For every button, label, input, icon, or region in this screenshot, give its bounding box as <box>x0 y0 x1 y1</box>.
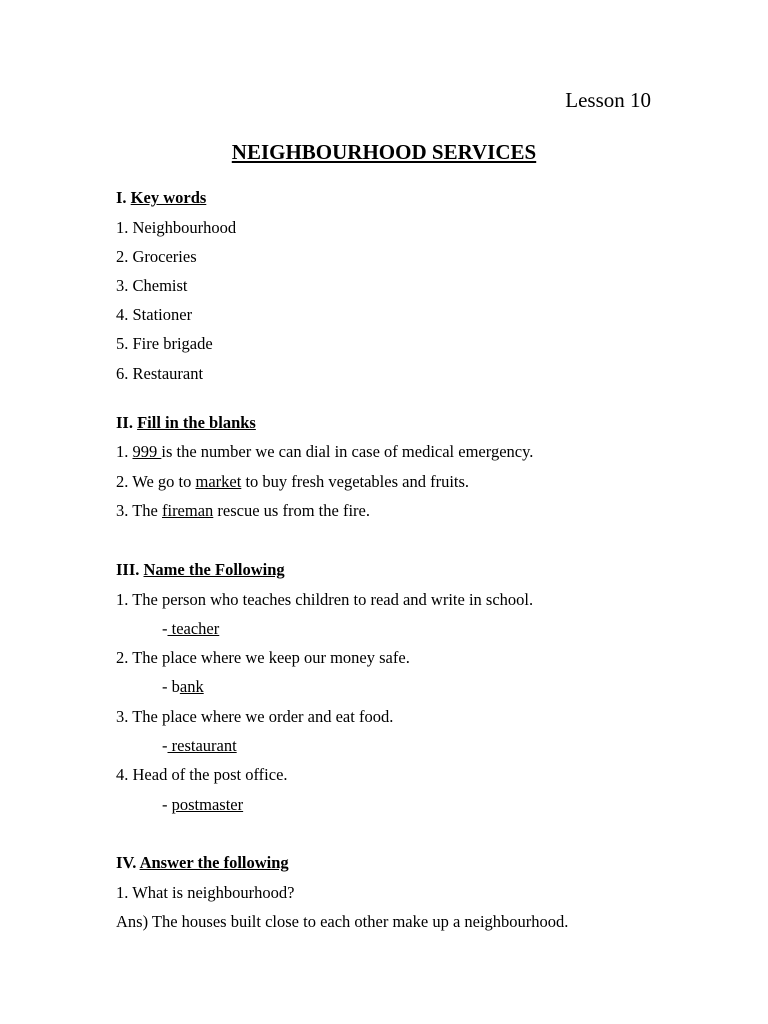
answer-text: restaurant <box>167 736 237 755</box>
answer: - restaurant <box>162 736 237 755</box>
blank-answer: 999 <box>132 442 162 461</box>
blank-answer: market <box>195 472 242 491</box>
answer-text: teacher <box>167 619 220 638</box>
question: 1. What is neighbourhood? <box>116 883 295 902</box>
section-heading-key-words: I. Key words <box>116 188 207 207</box>
page-title-text: NEIGHBOURHOOD SERVICES <box>231 140 537 164</box>
answer-text: postmaster <box>171 795 244 814</box>
question: 4. Head of the post office. <box>116 765 288 784</box>
section-heading-text: Answer the following <box>139 853 289 872</box>
fill-blank-item: 2. We go to market to buy fresh vegetables and fruits. <box>116 472 470 491</box>
question: 3. The place where we order and eat food. <box>116 707 394 726</box>
list-item: 3. Chemist <box>116 276 188 295</box>
answer: - postmaster <box>162 795 244 814</box>
section-heading-name-following: III. Name the Following <box>116 560 285 579</box>
list-item: 6. Restaurant <box>116 364 204 383</box>
section-heading-fill-blanks: II. Fill in the blanks <box>116 413 256 432</box>
answer-text: ank <box>179 677 204 696</box>
answer: Ans) The houses built close to each other make up a neighbourhood. <box>116 912 569 931</box>
fill-blank-item: 1. 999 is the number we can dial in case of medical emergency. <box>116 442 534 461</box>
section-heading-answer-following: IV. Answer the following <box>116 853 289 872</box>
list-item: 1. Neighbourhood <box>116 218 237 237</box>
section-heading-text: Key words <box>130 188 207 207</box>
answer: - teacher <box>162 619 220 638</box>
list-item: 5. Fire brigade <box>116 334 213 353</box>
answer: - bank <box>162 677 204 696</box>
section-heading-text: Fill in the blanks <box>137 413 256 432</box>
blank-answer: fireman <box>161 501 214 520</box>
lesson-number: Lesson 10 <box>565 88 651 112</box>
section-heading-text: Name the Following <box>143 560 285 579</box>
page-title <box>0 138 768 166</box>
list-item: 2. Groceries <box>116 247 197 266</box>
question: 1. The person who teaches children to read and write in school. <box>116 590 534 609</box>
fill-blank-item: 3. The fireman rescue us from the fire. <box>116 501 370 520</box>
list-item: 4. Stationer <box>116 305 193 324</box>
question: 2. The place where we keep our money safe. <box>116 648 410 667</box>
